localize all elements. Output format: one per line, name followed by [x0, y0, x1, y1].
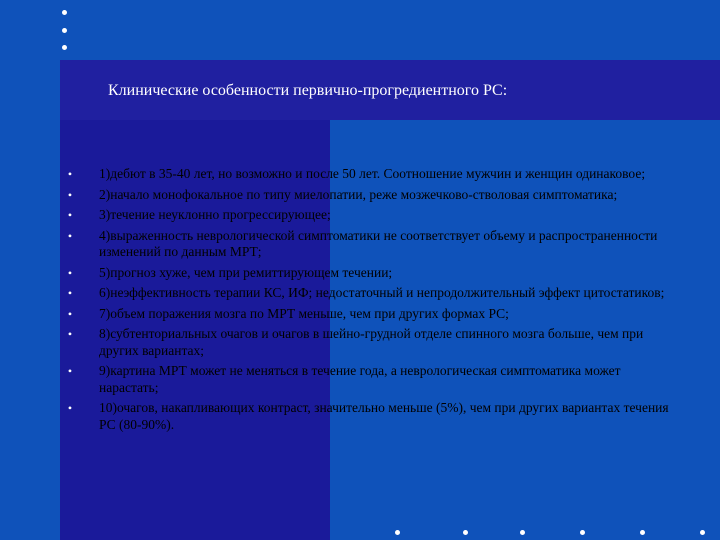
bullet-icon: • [67, 286, 73, 300]
list-item [60, 363, 680, 396]
list-item [60, 207, 680, 224]
list-item-text: 2)начало монофокальное по типу миелопатии, реже мозжечково-стволовая симптоматика; [99, 186, 618, 202]
decorative-dot [463, 530, 468, 535]
list-item [60, 400, 680, 433]
decorative-dot [640, 530, 645, 535]
bullet-icon: • [67, 364, 73, 378]
list-item [60, 326, 680, 359]
bullet-icon: • [67, 265, 73, 280]
list-item-text: 5)прогноз хуже, чем при ремиттирующем течении; [99, 264, 393, 280]
decorative-dot [395, 530, 400, 535]
bullet-icon: • [67, 208, 73, 222]
decorative-dot [62, 28, 67, 33]
list-item [60, 285, 680, 302]
decorative-dot [580, 530, 585, 535]
decorative-dot [700, 530, 705, 535]
list-item [60, 187, 680, 204]
bullet-icon: • [67, 187, 73, 202]
list-item [60, 265, 680, 282]
list-item-text: 10)очагов, накапливающих контраст, значительно меньше (5%), чем при других вариантах течения РС (80-90%). [99, 400, 669, 432]
slide-title: Клинические особенности первично-прогредиентного РС: [108, 82, 508, 99]
list-item-text: 3)течение неуклонно прогрессирующее; [99, 207, 331, 222]
list-item-text: 6)неэффективность терапии КС, ИФ; недостаточный и непродолжительный эффект цитостатиков; [99, 285, 665, 300]
title-band [60, 60, 720, 120]
bullet-icon: • [67, 327, 73, 341]
list-item-text: 7)объем поражения мозга по МРТ меньше, чем при других формах РС; [99, 305, 509, 321]
bullet-list [60, 166, 680, 437]
decorative-dot [62, 45, 67, 50]
decorative-dot [62, 10, 67, 15]
list-item-text: 1)дебют в 35-40 лет, но возможно и после 50 лет. Соотношение мужчин и женщин одинаковое; [99, 166, 646, 181]
list-item-text: 9)картина МРТ может не меняться в течение года, а неврологическая симптоматика может нарастать; [99, 363, 621, 395]
decorative-dot [520, 530, 525, 535]
list-item-text: 4)выраженность неврологической симптоматики не соответствует объему и распространенности изменений по данным МРТ; [99, 227, 658, 259]
bullet-icon: • [67, 401, 73, 415]
list-item [60, 306, 680, 323]
bullet-icon: • [67, 306, 73, 321]
list-item-text: 8)субтенториальных очагов и очагов в шейно-грудной отделе спинного мозга больше, чем при других вариантах; [99, 326, 644, 358]
list-item [60, 166, 680, 183]
bullet-icon: • [67, 228, 73, 243]
bullet-icon: • [67, 167, 73, 181]
list-item [60, 228, 680, 261]
